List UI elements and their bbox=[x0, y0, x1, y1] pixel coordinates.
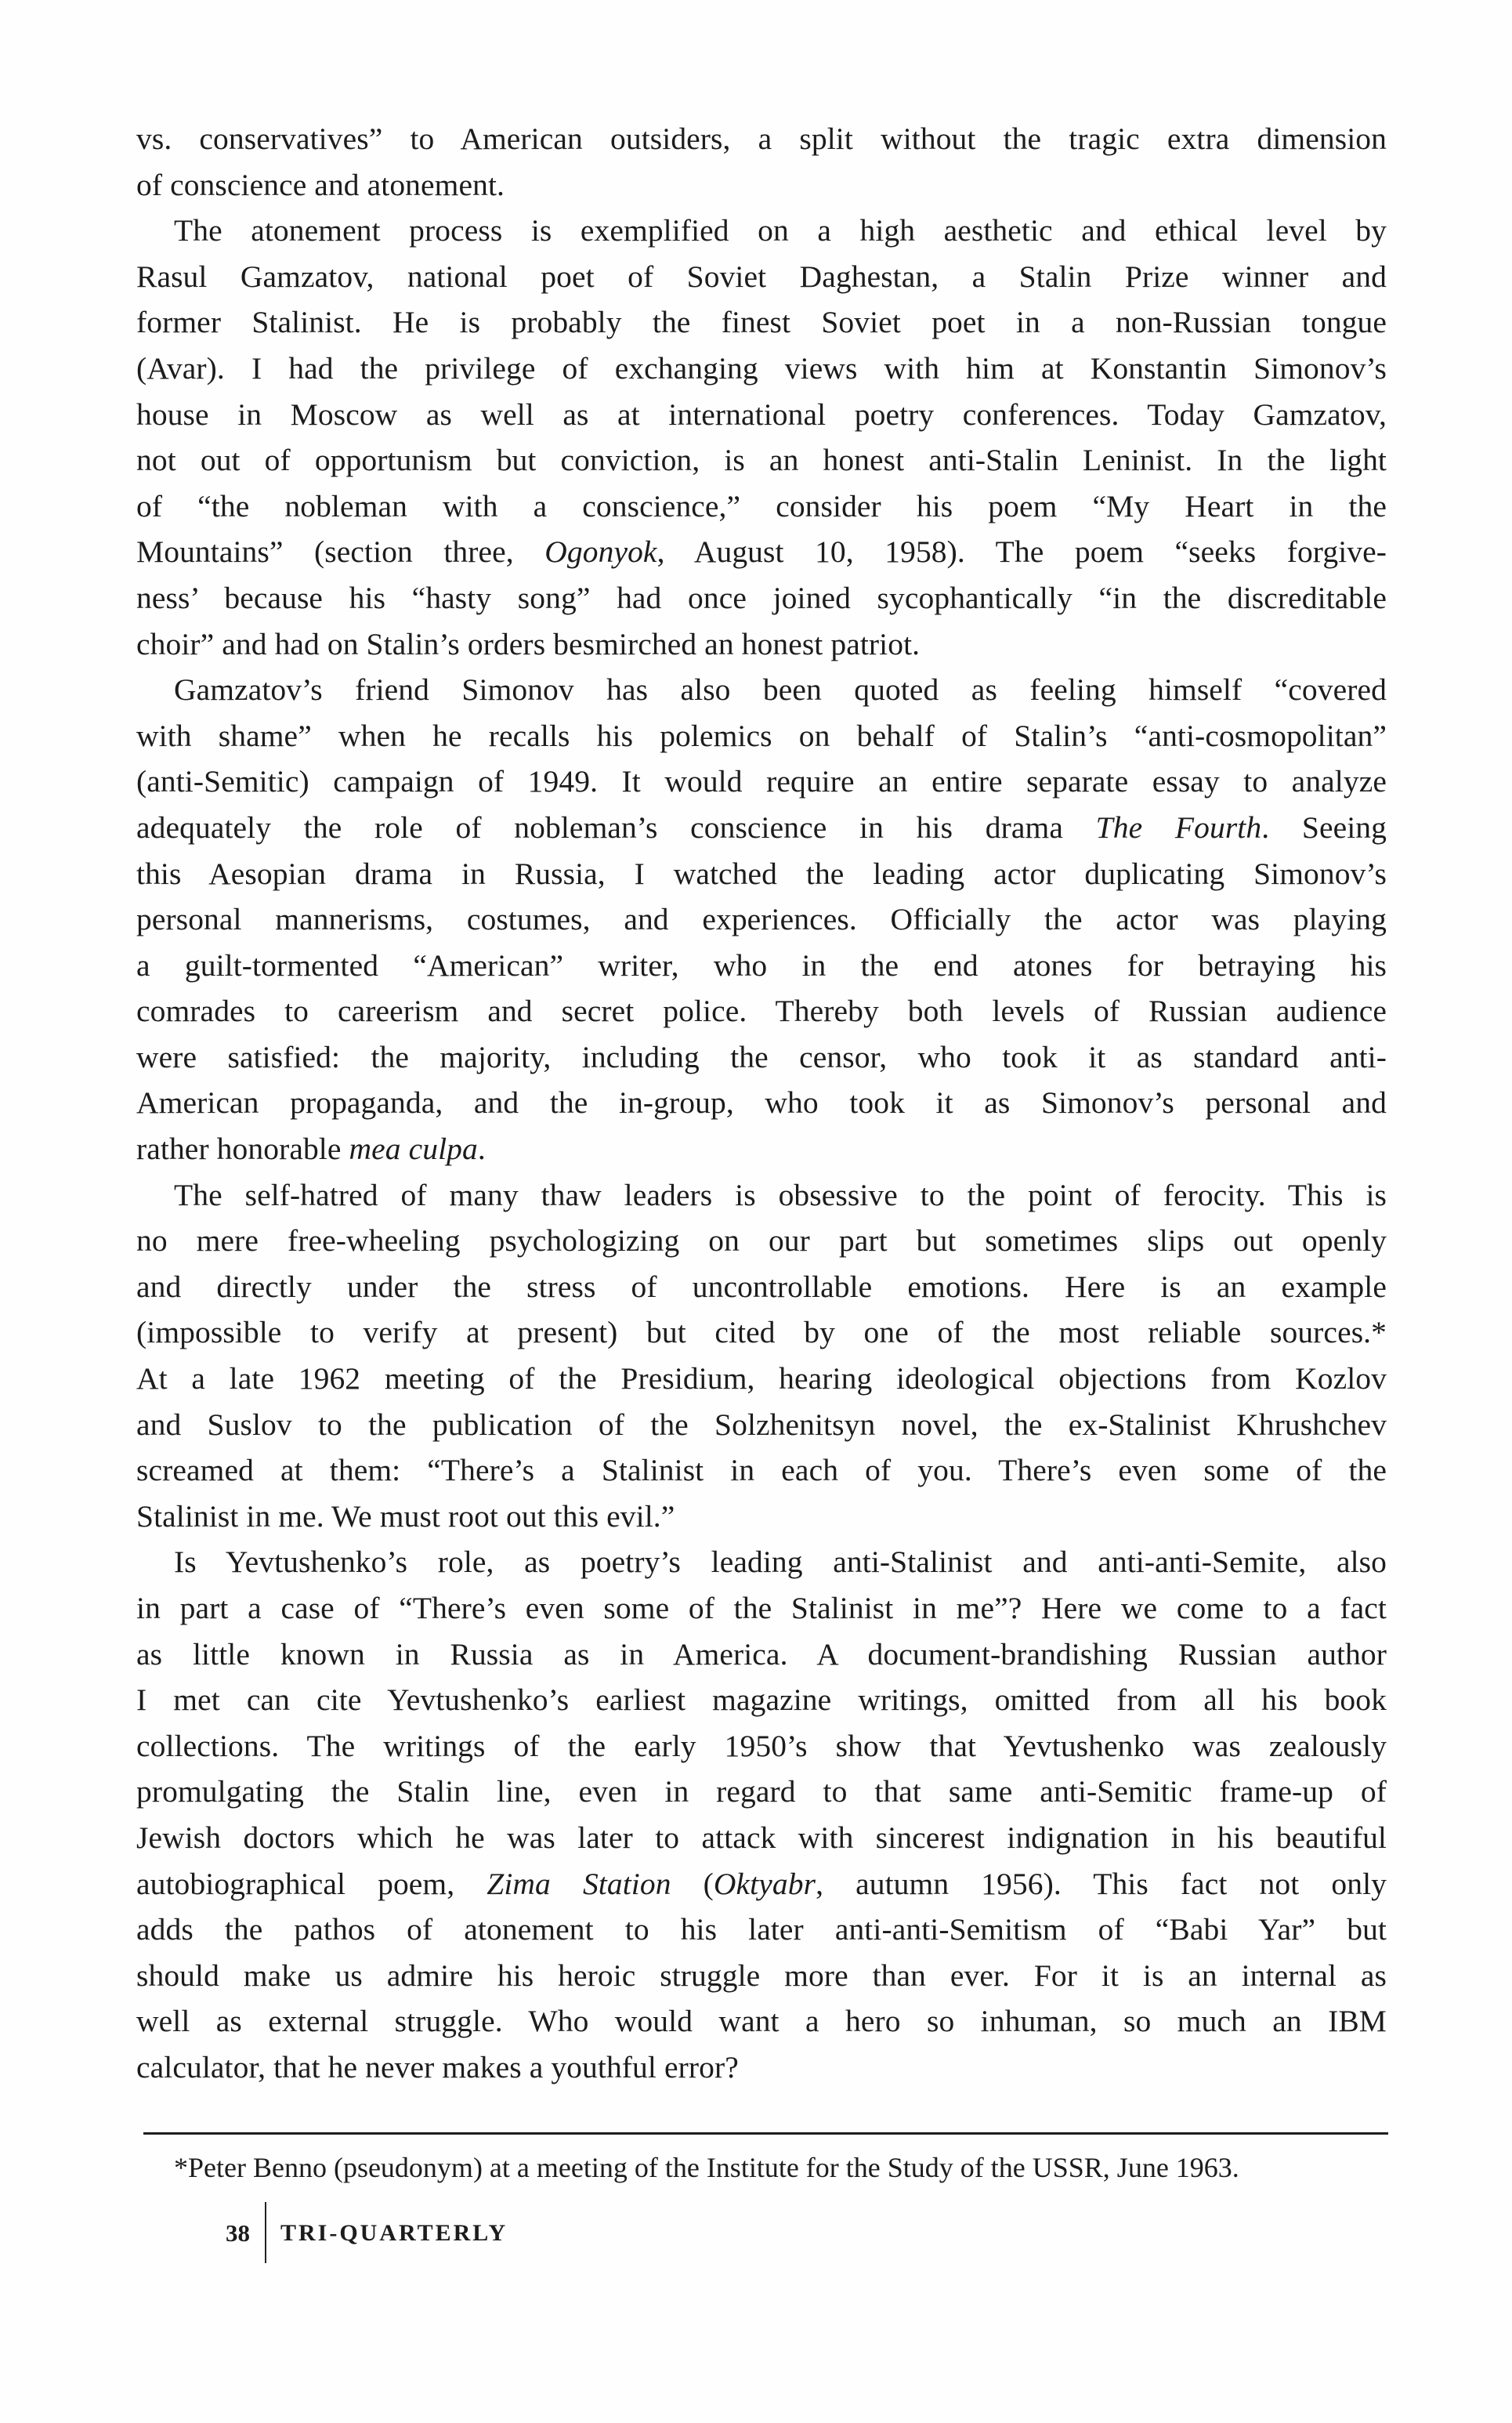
text-run: should make us admire his heroic struggle more than ever. For it is an internal as bbox=[136, 1958, 1387, 1993]
text-line bbox=[136, 1172, 1387, 1219]
text-run: former Stalinist. He is probably the finest Soviet poet in a non-Russian tongue bbox=[136, 305, 1387, 340]
paragraph bbox=[136, 1539, 1387, 2090]
text-line bbox=[136, 1447, 1387, 1494]
text-line bbox=[136, 1585, 1387, 1632]
text-run: choir” and had on Stalin’s orders besmirched an honest patriot. bbox=[136, 626, 921, 661]
paragraph bbox=[136, 667, 1387, 1172]
text-run: a guilt-tormented “American” writer, who in the end atones for betraying his bbox=[136, 947, 1387, 983]
text-run: American propaganda, and the in-group, who took it as Simonov’s personal and bbox=[136, 1085, 1387, 1121]
text-run: not out of opportunism but conviction, is an honest anti-Stalin Leninist. In the light bbox=[136, 443, 1387, 478]
text-run: , autumn 1956). This fact not only bbox=[816, 1866, 1387, 1901]
text-run: of “the nobleman with a conscience,” consider his poem “My Heart in the bbox=[136, 488, 1387, 523]
text-run: . bbox=[477, 1132, 486, 1167]
text-run: I met can cite Yevtushenko’s earliest magazine writings, omitted from all his book bbox=[136, 1682, 1387, 1718]
text-run: collections. The writings of the early 1950’s show that Yevtushenko was zealously bbox=[136, 1728, 1387, 1763]
text-line bbox=[136, 208, 1387, 254]
page-number: 38 bbox=[226, 2219, 250, 2247]
text-run: promulgating the Stalin line, even in regard to that same anti-Semitic frame-up of bbox=[136, 1774, 1387, 1809]
text-run: adds the pathos of atonement to his later anti-anti-Semitism of “Babi Yar” but bbox=[136, 1912, 1387, 1947]
text-line bbox=[136, 1080, 1387, 1126]
text-run: (Avar). I had the privilege of exchanging views with him at Konstantin Simonov’s bbox=[136, 350, 1387, 386]
text-run: personal mannerisms, costumes, and experiences. Officially the actor was playing bbox=[136, 902, 1387, 937]
text-run: (impossible to verify at present) but cited by one of the most reliable sources.* bbox=[136, 1315, 1387, 1350]
text-line bbox=[136, 1356, 1387, 1402]
text-run: ness’ because his “hasty song” had once joined sycophantically “in the discreditable bbox=[136, 580, 1387, 615]
text-run: Mountains” (section three, bbox=[136, 534, 545, 570]
text-run: calculator, that he never makes a youthful error? bbox=[136, 2049, 739, 2084]
text-line bbox=[136, 299, 1387, 346]
paragraph bbox=[136, 208, 1387, 667]
text-line bbox=[136, 1632, 1387, 1678]
text-run: and directly under the stress of uncontrollable emotions. Here is an example bbox=[136, 1269, 1387, 1304]
text-line bbox=[136, 1402, 1387, 1448]
text-run: vs. conservatives” to American outsiders, a split without the tragic extra dimension bbox=[136, 121, 1387, 156]
footer-divider bbox=[265, 2202, 266, 2263]
text-line bbox=[136, 1815, 1387, 1861]
text-run: . Seeing bbox=[1261, 809, 1387, 845]
text-line bbox=[136, 713, 1387, 759]
text-line bbox=[136, 575, 1387, 621]
text-line bbox=[136, 162, 1387, 208]
text-line bbox=[136, 1907, 1387, 1953]
text-run: Rasul Gamzatov, national poet of Soviet Daghestan, a Stalin Prize winner and bbox=[136, 259, 1387, 294]
text-line bbox=[136, 1309, 1387, 1356]
text-line bbox=[136, 851, 1387, 897]
italic-title: Zima Station bbox=[487, 1866, 671, 1901]
text-run: Jewish doctors which he was later to attack with sincerest indignation in his beautiful bbox=[136, 1820, 1387, 1855]
paragraph bbox=[136, 1172, 1387, 1540]
text-line bbox=[136, 1677, 1387, 1723]
text-line bbox=[136, 1218, 1387, 1264]
text-run: autobiographical poem, bbox=[136, 1866, 487, 1901]
text-line bbox=[136, 896, 1387, 943]
text-line bbox=[136, 1861, 1387, 1907]
text-run: comrades to careerism and secret police. Thereby both levels of Russian audience bbox=[136, 994, 1387, 1029]
text-run: Gamzatov’s friend Simonov has also been quoted as feeling himself “covered bbox=[174, 672, 1387, 708]
text-run: with shame” when he recalls his polemics on behalf of Stalin’s “anti-cosmopolitan” bbox=[136, 718, 1387, 753]
text-run: (anti-Semitic) campaign of 1949. It would require an entire separate essay to analyze bbox=[136, 764, 1387, 799]
text-run: of conscience and atonement. bbox=[136, 167, 505, 202]
text-line bbox=[136, 254, 1387, 300]
text-line bbox=[136, 392, 1387, 438]
text-line bbox=[136, 2045, 1387, 2091]
footnote-divider bbox=[143, 2132, 1388, 2135]
text-line bbox=[136, 1953, 1387, 1999]
italic-title: mea culpa bbox=[349, 1132, 478, 1167]
text-line bbox=[136, 437, 1387, 484]
text-line bbox=[136, 621, 1387, 668]
text-line bbox=[136, 346, 1387, 392]
italic-title: The Fourth bbox=[1095, 809, 1262, 845]
text-line bbox=[136, 1539, 1387, 1585]
text-run: , August 10, 1958). The poem “seeks forgive- bbox=[657, 534, 1387, 570]
italic-title: Oktyabr bbox=[713, 1866, 816, 1901]
text-run: this Aesopian drama in Russia, I watched the leading actor duplicating Simonov’s bbox=[136, 856, 1387, 891]
text-run: The atonement process is exemplified on a high aesthetic and ethical level by bbox=[174, 213, 1387, 248]
text-run: The self-hatred of many thaw leaders is obsessive to the point of ferocity. This is bbox=[174, 1177, 1387, 1212]
text-run: no mere free-wheeling psychologizing on our part but sometimes slips out openly bbox=[136, 1223, 1387, 1259]
text-run: as little known in Russia as in America. A document-brandishing Russian author bbox=[136, 1636, 1387, 1671]
text-line bbox=[136, 1264, 1387, 1310]
text-line bbox=[136, 988, 1387, 1034]
paragraph bbox=[136, 116, 1387, 208]
text-line bbox=[136, 759, 1387, 805]
text-line bbox=[136, 529, 1387, 575]
text-line bbox=[136, 1034, 1387, 1081]
text-line bbox=[136, 1998, 1387, 2045]
italic-title: Ogonyok bbox=[544, 534, 657, 570]
body-text bbox=[136, 116, 1387, 2091]
text-line bbox=[136, 943, 1387, 989]
text-run: adequately the role of nobleman’s conscience in his drama bbox=[136, 809, 1096, 845]
text-line bbox=[136, 805, 1387, 851]
text-run: house in Moscow as well as at international poetry conferences. Today Gamzatov, bbox=[136, 397, 1387, 432]
text-line bbox=[136, 116, 1387, 162]
text-line bbox=[136, 667, 1387, 713]
text-run: rather honorable bbox=[136, 1132, 349, 1167]
text-run: and Suslov to the publication of the Solzhenitsyn novel, the ex-Stalinist Khrushchev bbox=[136, 1407, 1387, 1442]
text-run: Is Yevtushenko’s role, as poetry’s leading anti-Stalinist and anti-anti-Semite, also bbox=[174, 1545, 1387, 1580]
text-run: ( bbox=[671, 1866, 714, 1901]
text-run: Stalinist in me. We must root out this evil.” bbox=[136, 1498, 675, 1534]
text-run: screamed at them: “There’s a Stalinist in each of you. There’s even some of the bbox=[136, 1453, 1387, 1488]
text-run: in part a case of “There’s even some of the Stalinist in me”? Here we come to a fact bbox=[136, 1591, 1387, 1625]
text-line bbox=[136, 1494, 1387, 1540]
text-line bbox=[136, 1126, 1387, 1172]
text-line bbox=[136, 1723, 1387, 1769]
text-line bbox=[136, 1769, 1387, 1815]
text-run: were satisfied: the majority, including the censor, who took it as standard anti- bbox=[136, 1039, 1387, 1074]
text-run: well as external struggle. Who would want a hero so inhuman, so much an IBM bbox=[136, 2004, 1387, 2039]
text-line bbox=[136, 484, 1387, 530]
footnote: *Peter Benno (pseudonym) at a meeting of the Institute for the Study of the USSR, June 1963. bbox=[174, 2152, 1239, 2183]
journal-title: TRI-QUARTERLY bbox=[280, 2220, 508, 2246]
text-run: At a late 1962 meeting of the Presidium, hearing ideological objections from Kozlov bbox=[136, 1361, 1387, 1396]
